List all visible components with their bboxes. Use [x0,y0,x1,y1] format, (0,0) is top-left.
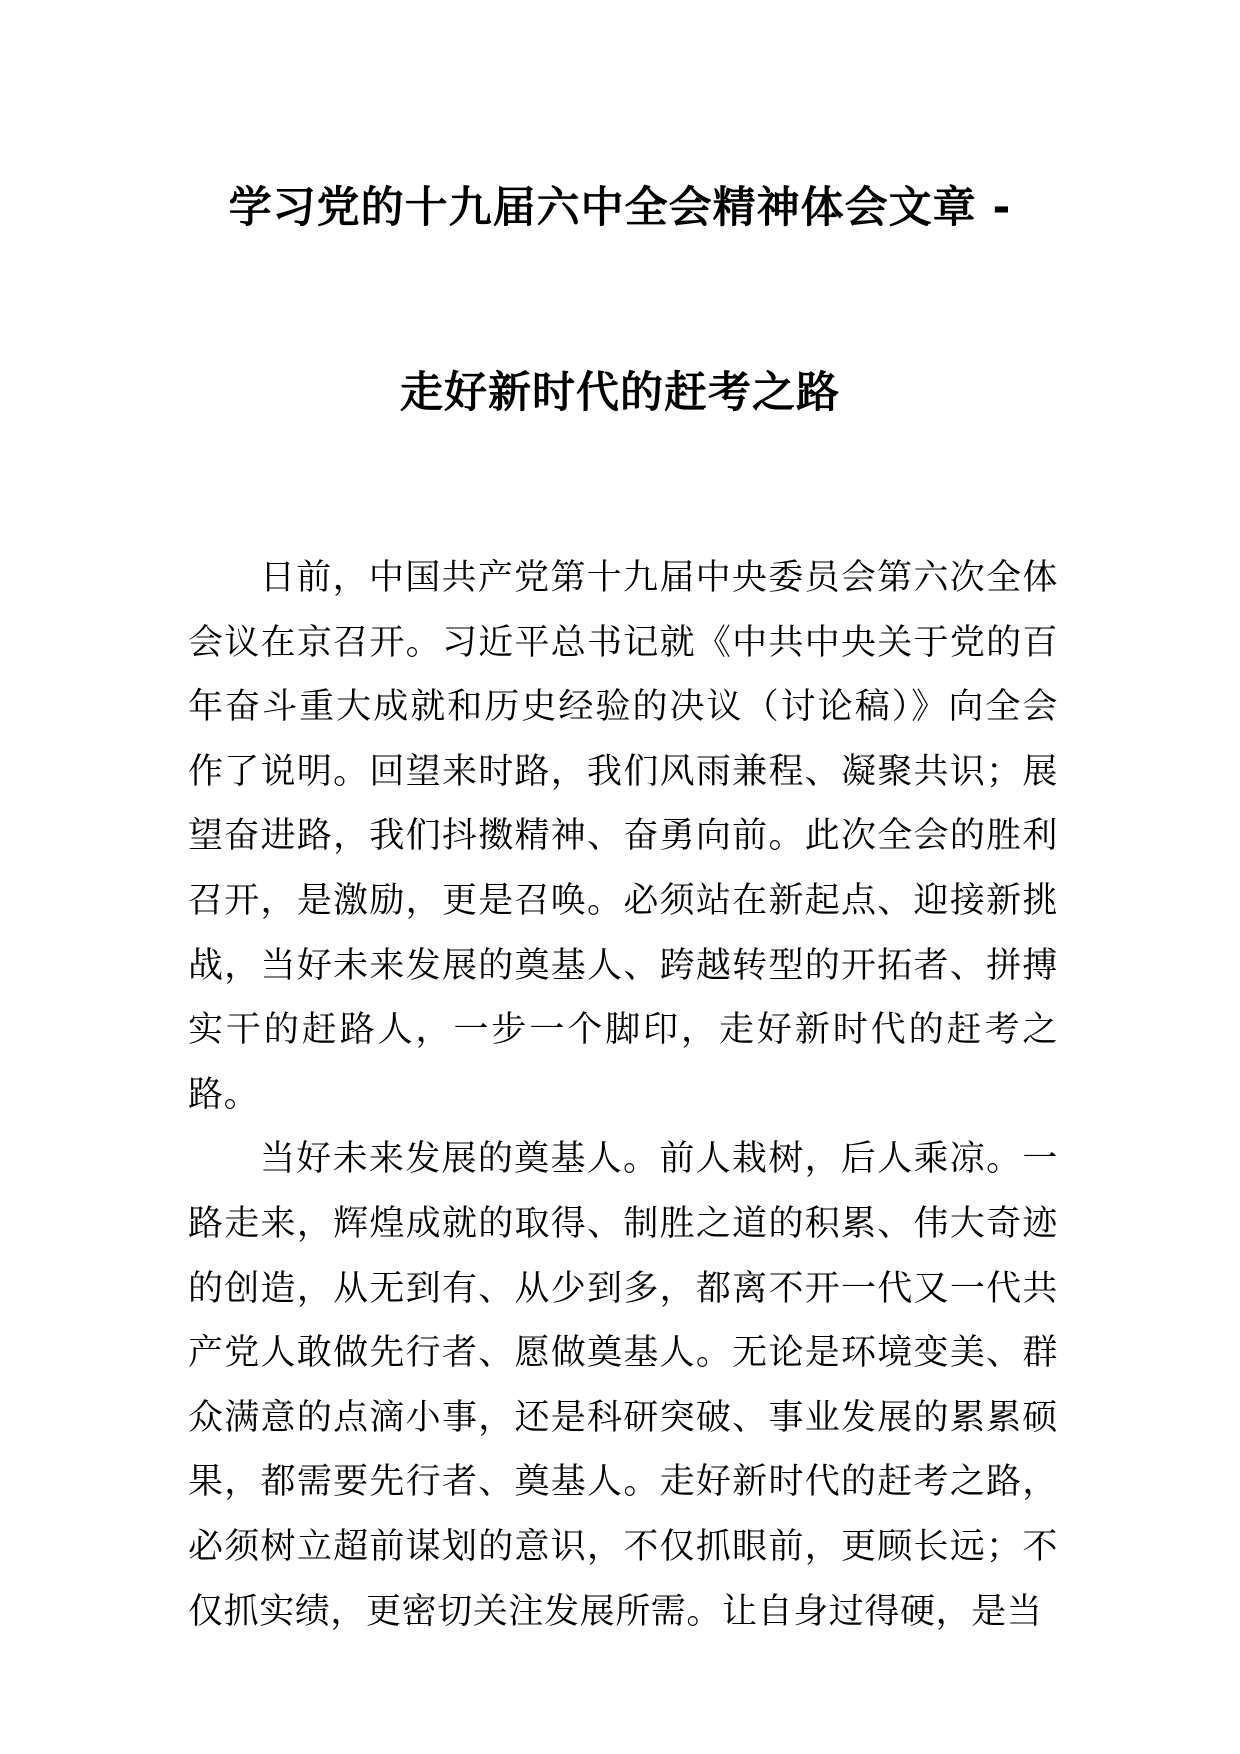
paragraph-2: 当好未来发展的奠基人。前人栽树，后人乘凉。一路走来，辉煌成就的取得、制胜之道的积累、伟大奇迹的创造，从无到有、从少到多，都离不开一代又一代共产党人敢做先行者、愿做奠基人。无论是环境变美、群众满意的点滴小事，还是科研突破、事业发展的累累硕果，都需要先行者、奠基人。走好新时代的赶考之路，必须树立超前谋划的意识，不仅抓眼前，更顾长远；不仅抓实绩，更密切关注发展所需。让自身过得硬，是当 [188,1139,1058,1632]
document-title-line-2: 走好新时代的赶考之路 [400,368,840,418]
document-title-line-1: 学习党的十九届六中全会精神体会文章 - [228,183,1012,233]
paragraph-1: 日前，中国共产党第十九届中央委员会第六次全体会议在京召开。习近平总书记就《中共中央关于党的百年奋斗重大成就和历史经验的决议（讨论稿）》向全会作了说明。回望来时路，我们风雨兼程、凝聚共识；展望奋进路，我们抖擞精神、奋勇向前。此次全会的胜利召开，是激励，更是召唤。必须站在新起点、迎接新挑战，当好未来发展的奠基人、跨越转型的开拓者、拼搏实干的赶路人，一步一个脚印，走好新时代的赶考之路。 [188,558,1058,1115]
document-body [188,546,1058,1644]
